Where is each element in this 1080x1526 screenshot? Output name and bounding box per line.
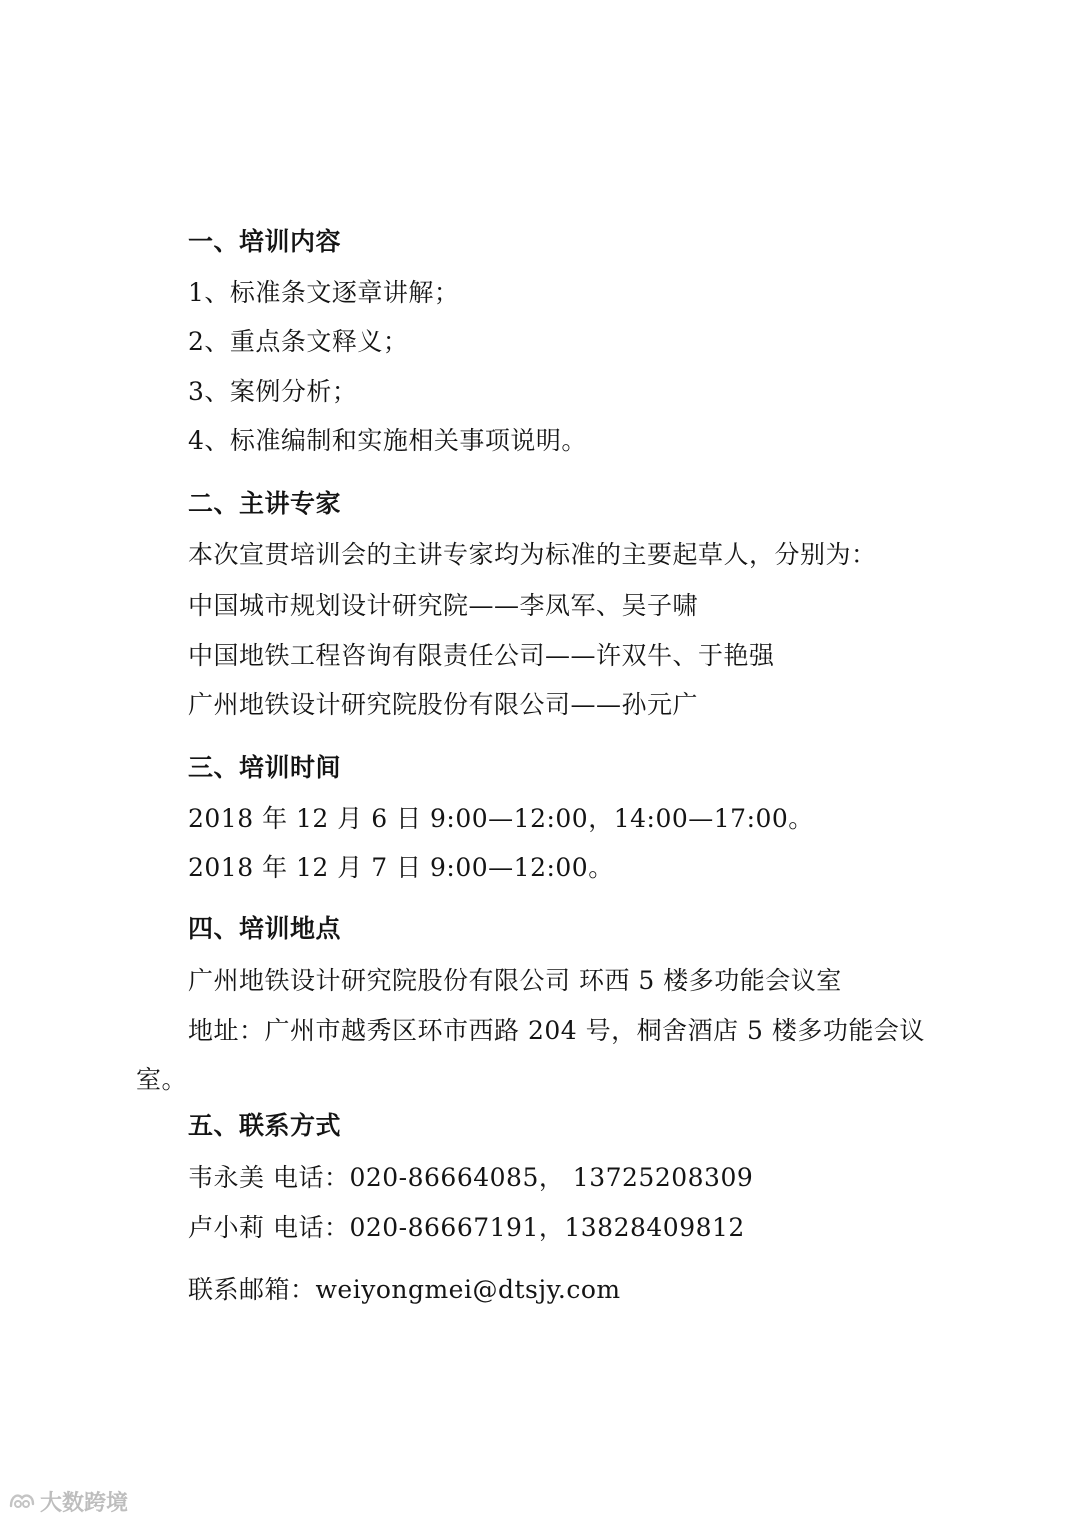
section-heading-training-content: 一、培训内容 xyxy=(188,227,342,256)
list-item: 1、标准条文逐章讲解； xyxy=(188,278,460,307)
section-heading-training-time: 三、培训时间 xyxy=(188,753,342,782)
list-item: 2、重点条文释义； xyxy=(188,327,409,356)
expert-line: 中国地铁工程咨询有限责任公司——许双牛、于艳强 xyxy=(188,641,775,670)
contact-email: 联系邮箱：weiyongmei@dtsjy.com xyxy=(188,1275,621,1304)
section-heading-contact: 五、联系方式 xyxy=(188,1111,342,1140)
address-line-continued: 室。 xyxy=(136,1065,188,1094)
time-line: 2018 年 12 月 6 日 9:00—12:00，14:00—17:00。 xyxy=(188,804,814,833)
contact-line: 卢小莉 电话：020-86667191，13828409812 xyxy=(188,1213,745,1242)
section-heading-lecturers: 二、主讲专家 xyxy=(188,489,342,518)
expert-line: 广州地铁设计研究院股份有限公司——孙元广 xyxy=(188,690,699,719)
contact-line: 韦永美 电话：020-86664085， 13725208309 xyxy=(188,1163,754,1192)
list-item: 4、标准编制和实施相关事项说明。 xyxy=(188,426,587,455)
watermark-text: 大数跨境 xyxy=(40,1490,129,1516)
lecturers-intro: 本次宣贯培训会的主讲专家均为标准的主要起草人，分别为： xyxy=(188,540,877,569)
section-heading-training-location: 四、培训地点 xyxy=(188,914,342,943)
watermark xyxy=(8,1486,128,1516)
time-line: 2018 年 12 月 7 日 9:00—12:00。 xyxy=(188,853,614,882)
watermark-logo-icon xyxy=(8,1490,36,1512)
list-item: 3、案例分析； xyxy=(188,377,358,406)
address-line: 地址：广州市越秀区环市西路 204 号，桐舍酒店 5 楼多功能会议 xyxy=(188,1016,925,1045)
expert-line: 中国城市规划设计研究院——李凤军、吴子啸 xyxy=(188,591,699,620)
venue-line: 广州地铁设计研究院股份有限公司 环西 5 楼多功能会议室 xyxy=(188,966,842,995)
